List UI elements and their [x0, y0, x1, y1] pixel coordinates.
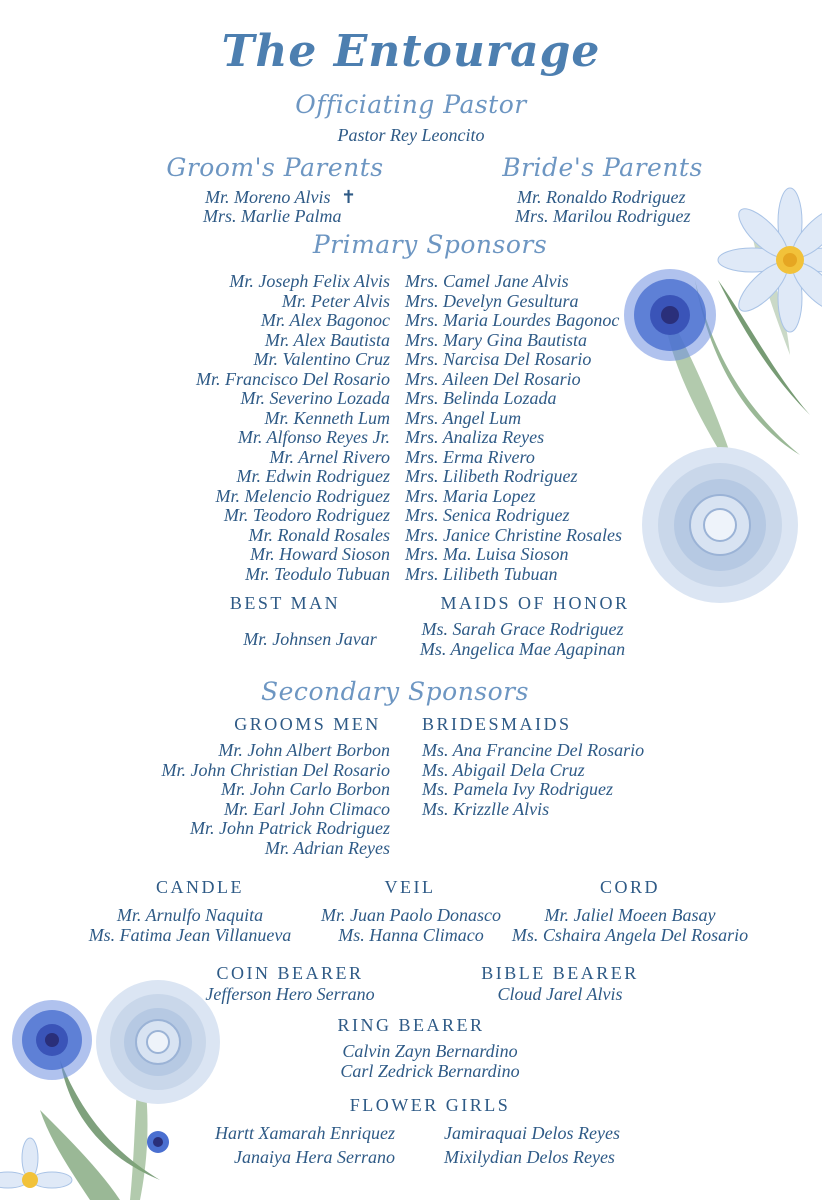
flower-girls-heading: FLOWER GIRLS — [349, 1095, 511, 1115]
list-item: Mrs. Lilibeth Tubuan — [405, 563, 558, 584]
list-item: Mr. Earl John Climaco — [224, 798, 390, 819]
cord-list — [505, 906, 755, 945]
primary-sponsors-men-list — [150, 272, 390, 584]
list-item: Mrs. Maria Lopez — [405, 485, 536, 506]
list-item: Mr. Juan Paolo Donasco — [321, 905, 501, 925]
maids-of-honor-list — [410, 620, 635, 659]
list-item: Mr. Peter Alvis — [281, 290, 390, 311]
list-item: Mr. Alex Bautista — [264, 329, 390, 350]
primary-sponsors-women-list — [405, 272, 645, 584]
officiating-pastor-name: Pastor Rey Leoncito — [337, 125, 485, 145]
ring-bearer-heading: RING BEARER — [337, 1015, 485, 1035]
list-item: Jamiraquai Delos Reyes — [444, 1123, 620, 1143]
list-item: Mr. Edwin Rodriguez — [236, 466, 390, 486]
list-item: Ms. Hanna Climaco — [338, 924, 484, 945]
groom-mother-name: Mrs. Marlie Palma — [203, 206, 342, 226]
page-title: The Entourage — [221, 26, 601, 77]
list-item: Ms. Krizzlle Alvis — [422, 798, 550, 819]
bride-father-name: Mr. Ronaldo Rodriguez — [517, 187, 686, 207]
list-item: Mr. Teodulo Tubuan — [245, 563, 390, 584]
list-item: Mr. Valentino Cruz — [253, 349, 390, 369]
list-item: Mr. John Christian Del Rosario — [161, 759, 390, 780]
list-item: Mrs. Aileen Del Rosario — [405, 368, 581, 389]
list-item: Calvin Zayn Bernardino — [342, 1041, 518, 1061]
list-item: Mrs. Belinda Lozada — [405, 388, 557, 408]
cornflower-bud-icon — [147, 1131, 169, 1153]
groom-father-name — [205, 188, 356, 208]
list-item: Ms. Fatima Jean Villanueva — [88, 924, 292, 945]
coin-bearer-name: Jefferson Hero Serrano — [205, 984, 375, 1004]
bridesmaids-list — [422, 741, 682, 819]
bible-bearer-name: Cloud Jarel Alvis — [497, 984, 623, 1004]
candle-list — [80, 906, 300, 945]
list-item: Mr. Francisco Del Rosario — [196, 368, 390, 389]
groomsmen-list — [130, 741, 390, 858]
flower-girls-left-list — [180, 1121, 395, 1169]
list-item: Mr. Jaliel Moeen Basay — [544, 905, 716, 925]
list-item: Mr. Arnel Rivero — [269, 446, 390, 467]
list-item: Janaiya Hera Serrano — [234, 1147, 395, 1167]
best-man-name: Mr. Johnsen Javar — [243, 629, 377, 649]
list-item: Mixilydian Delos Reyes — [444, 1147, 615, 1167]
list-item: Ms. Ana Francine Del Rosario — [422, 740, 645, 760]
list-item: Mrs. Mary Gina Bautista — [405, 329, 587, 350]
list-item: Mrs. Lilibeth Rodriguez — [405, 466, 578, 486]
bride-mother-name: Mrs. Marilou Rodriguez — [515, 206, 691, 226]
coin-bearer-heading: COIN BEARER — [216, 963, 364, 983]
veil-heading: VEIL — [384, 877, 436, 897]
list-item: Carl Zedrick Bernardino — [340, 1060, 520, 1081]
veil-list — [316, 906, 506, 945]
list-item: Mr. Melencio Rodriguez — [215, 485, 390, 506]
list-item: Ms. Angelica Mae Agapinan — [419, 638, 626, 659]
list-item: Ms. Cshaira Angela Del Rosario — [511, 924, 749, 945]
grooms-parents-heading: Groom's Parents — [166, 153, 384, 182]
list-item: Mrs. Erma Rivero — [405, 446, 535, 467]
list-item: Mrs. Angel Lum — [405, 407, 522, 428]
maids-of-honor-heading: MAIDS OF HONOR — [440, 593, 630, 613]
list-item: Mr. Alex Bagonoc — [260, 310, 390, 330]
bridesmaids-heading: BRIDESMAIDS — [422, 714, 572, 734]
best-man-heading: BEST MAN — [229, 593, 341, 613]
officiating-pastor-heading: Officiating Pastor — [295, 90, 527, 119]
list-item: Mr. Howard Sioson — [250, 544, 390, 564]
list-item: Ms. Pamela Ivy Rodriguez — [422, 779, 613, 799]
list-item: Hartt Xamarah Enriquez — [215, 1123, 395, 1143]
list-item: Mr. Ronald Rosales — [248, 524, 390, 545]
list-item: Mrs. Analiza Reyes — [405, 427, 545, 447]
list-item: Mrs. Maria Lourdes Bagonoc — [405, 310, 620, 330]
daisy-icon — [718, 188, 822, 332]
list-item: Mrs. Narcisa Del Rosario — [405, 349, 592, 369]
secondary-sponsors-heading: Secondary Sponsors — [261, 677, 529, 706]
list-item: Mr. John Albert Borbon — [218, 740, 390, 760]
list-item: Mr. Kenneth Lum — [264, 407, 390, 428]
bible-bearer-heading: BIBLE BEARER — [481, 963, 639, 983]
ring-bearer-list — [0, 1042, 822, 1081]
list-item: Ms. Abigail Dela Cruz — [422, 759, 585, 780]
list-item: Mr. Arnulfo Naquita — [116, 905, 264, 925]
list-item: Mr. John Patrick Rodriguez — [190, 818, 390, 838]
list-item: Ms. Sarah Grace Rodriguez — [421, 619, 624, 639]
primary-sponsors-heading: Primary Sponsors — [312, 230, 548, 259]
list-item: Mr. Adrian Reyes — [264, 837, 390, 858]
brides-parents-heading: Bride's Parents — [502, 153, 703, 182]
list-item: Mr. Severino Lozada — [240, 388, 390, 408]
list-item: Mrs. Senica Rodriguez — [405, 505, 570, 525]
list-item: Mr. Joseph Felix Alvis — [229, 271, 390, 291]
list-item: Mr. Teodoro Rodriguez — [223, 505, 390, 525]
groom-father-text: Mr. Moreno Alvis — [205, 187, 331, 207]
list-item: Mrs. Janice Christine Rosales — [405, 524, 622, 545]
list-item: Mrs. Develyn Gesultura — [405, 290, 579, 311]
candle-heading: CANDLE — [156, 877, 244, 897]
list-item: Mrs. Camel Jane Alvis — [405, 271, 569, 291]
cord-heading: CORD — [599, 877, 660, 897]
list-item: Mr. Alfonso Reyes Jr. — [237, 427, 390, 447]
list-item: Mr. John Carlo Borbon — [220, 779, 390, 799]
rose-icon — [642, 447, 798, 603]
groomsmen-heading: GROOMS MEN — [234, 714, 381, 734]
flower-girls-right-list — [444, 1121, 659, 1169]
list-item: Mrs. Ma. Luisa Sioson — [405, 544, 569, 564]
cross-icon: ✝ — [341, 187, 357, 207]
